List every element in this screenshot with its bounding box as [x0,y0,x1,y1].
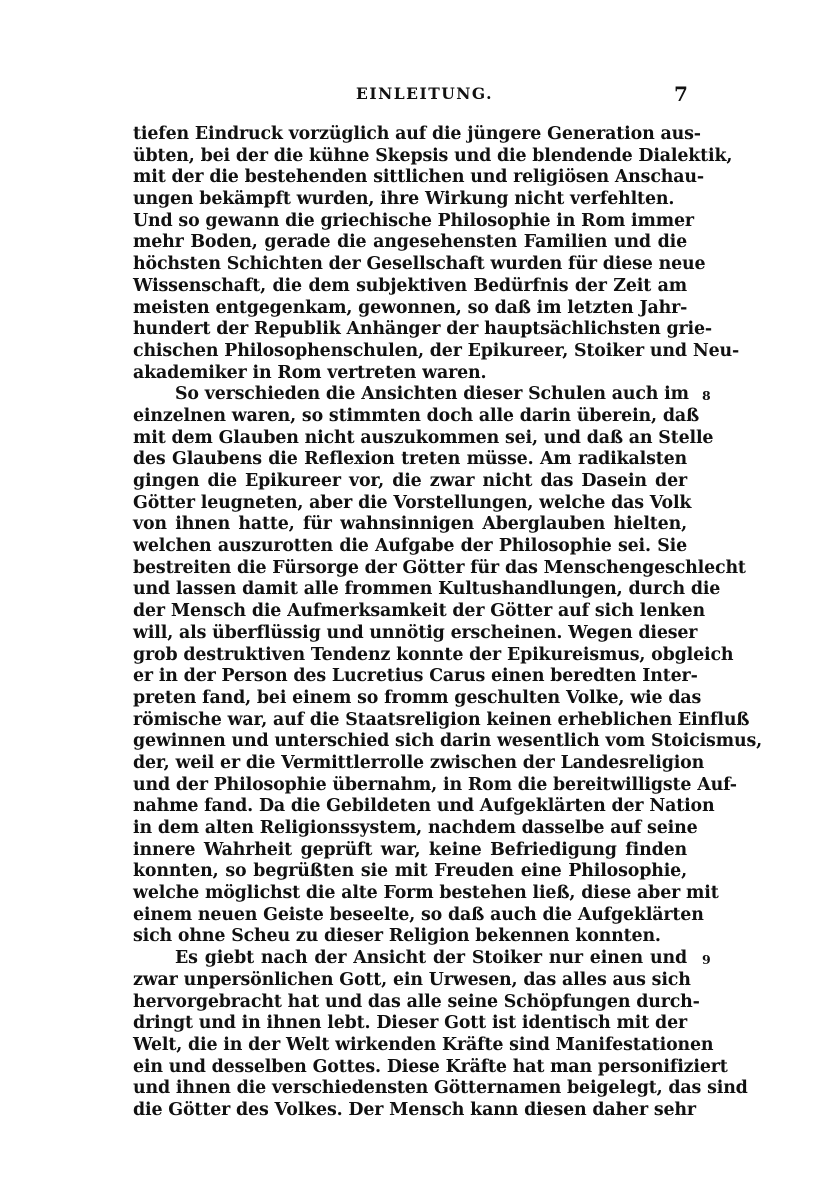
text-line [133,840,687,862]
line-text: gingen die Epikureer vor, die zwar nicht das Dasein der [133,471,687,491]
text-line [133,1056,728,1079]
line-text: mit der die bestehenden sittlichen und religiösen Anschau- [133,167,704,188]
line-text: Wissenschaft, die dem subjektiven Bedürfnis der Zeit am [133,275,687,296]
text-line [133,363,687,385]
text-line [133,579,721,601]
text-line [133,145,733,168]
text-line [133,189,687,211]
margin-section-number: 9 [702,952,711,968]
text-line [133,687,702,710]
text-line [133,1099,696,1122]
text-line [133,1078,748,1100]
line-text: chischen Philosophenschulen, der Epikureer, Stoiker und Neu- [133,340,740,361]
text-line [133,666,698,688]
line-text: einzelnen waren, so stimmten doch alle darin überein, daß [133,405,700,426]
line-text: gewinnen und unterschied sich darin wesentlich vom Stoicismus, [133,731,762,752]
line-text: römische war, auf die Staatsreligion keinen erheblichen Einfluß [133,709,750,730]
text-line [133,644,734,667]
line-text: übten, bei der die kühne Skepsis und die blendende Dialektik, [133,145,733,166]
line-text: Welt, die in der Welt wirkenden Kräfte sind Manifestationen [133,1034,714,1055]
line-text: nahme fand. Da die Gebildeten und Aufgeklärten der Nation [133,796,715,817]
text-line [133,731,762,753]
text-line [133,319,712,341]
text-line [133,926,687,948]
line-text: und der Philosophie übernahm, in Rom die bereitwilligste Auf- [133,774,737,795]
line-text: konnten, so begrüßten sie mit Freuden eine Philosophie, [133,861,687,882]
text-line [133,210,694,233]
line-text: Götter leugneten, aber die Vorstellungen, welche das Volk [133,492,692,513]
line-text: hundert der Republik Anhänger der hauptsächlichsten grie- [133,319,712,340]
text-line [133,904,704,927]
text-line [133,254,706,276]
line-text: dringt und in ihnen lebt. Dieser Gott ist identisch mit der [133,1013,687,1034]
text-line [133,536,687,558]
text-line [133,796,715,818]
line-text: hervorgebracht hat und das alle seine Schöpfungen durch- [133,991,700,1012]
text-line [133,883,719,905]
line-text: der Mensch die Aufmerksamkeit der Götter auf sich lenken [133,601,705,622]
text-line [133,405,700,428]
line-text: welche möglichst die alte Form bestehen ließ, diese aber mit [133,883,719,904]
line-text: tiefen Eindruck vorzüglich auf die jüngere Generation aus- [133,124,701,144]
text-line [133,991,700,1014]
line-text: und lassen damit alle frommen Kultushandlungen, durch die [133,579,721,600]
text-line [133,948,711,970]
text-line [133,861,687,883]
line-text: mehr Boden, gerade die angesehensten Familien und die [133,232,687,253]
line-text: die Götter des Volkes. Der Mensch kann diesen daher sehr [133,1099,696,1120]
line-text: Und so gewann die griechische Philosophie in Rom immer [133,210,694,231]
line-text: welchen auszurotten die Aufgabe der Philosophie sei. Sie [133,536,687,557]
line-text: von ihnen hatte, für wahnsinnigen Aberglauben hielten, [133,514,687,535]
line-text: grob destruktiven Tendenz konnte der Epikureismus, obgleich [133,644,734,665]
running-title: EINLEITUNG. [356,84,493,103]
text-line [133,774,737,797]
line-text: sich ohne Scheu zu dieser Religion bekennen konnten. [133,926,661,947]
text-line [133,449,687,471]
text-line [133,818,698,840]
line-text: innere Wahrheit geprüft war, keine Befriedigung finden [133,839,687,860]
line-text: will, als überflüssig und unnötig erscheinen. Wegen dieser [133,622,698,643]
line-text: bestreiten die Fürsorge der Götter für das Menschengeschlecht [133,557,746,578]
line-text: mit dem Glauben nicht auszukommen sei, und daß an Stelle [133,427,714,448]
margin-section-number: 8 [702,388,711,404]
line-text: und ihnen die verschiedensten Götternamen beigelegt, das sind [133,1078,748,1099]
text-line [133,124,701,146]
line-text: höchsten Schichten der Gesellschaft wurden für diese neue [133,254,706,275]
line-text: akademiker in Rom vertreten waren. [133,362,487,383]
line-text: in dem alten Religionssystem, nachdem dasselbe auf seine [133,818,698,838]
text-line [133,427,714,450]
text-line [133,709,750,732]
line-text: preten fand, bei einem so fromm geschulten Volke, wie das [133,687,702,708]
line-text: der, weil er die Vermittlerrolle zwischen der Landesreligion [133,752,705,773]
line-text: ein und desselben Gottes. Diese Kräfte hat man personifiziert [133,1056,728,1077]
line-text: So verschieden die Ansichten dieser Schulen auch im [175,384,689,405]
text-line [133,232,687,254]
text-line [133,298,687,320]
line-text: ungen bekämpft wurden, ihre Wirkung nicht verfehlten. [133,189,675,210]
page-number: 7 [674,82,688,106]
text-line [133,601,705,623]
text-line [133,1013,687,1035]
line-text: meisten entgegenkam, gewonnen, so daß im letzten Jahr- [133,297,688,318]
text-line [133,340,740,363]
text-line [133,167,704,189]
text-line [133,514,687,536]
line-text: Es giebt nach der Ansicht der Stoiker nur einen und [175,948,687,969]
text-line [133,557,746,580]
text-line [133,492,692,515]
text-line [133,622,698,645]
line-text: zwar unpersönlichen Gott, ein Urwesen, das alles aus sich [133,969,691,990]
line-text: er in der Person des Lucretius Carus einen beredten Inter- [133,666,698,687]
running-header [0,82,840,110]
text-line [133,752,705,775]
line-text: einem neuen Geiste beseelte, so daß auch die Aufgeklärten [133,904,704,925]
text-line [133,969,691,992]
body-text [133,124,762,1122]
text-line [133,276,687,298]
text-line [133,384,711,406]
text-line [133,471,687,493]
line-text: des Glaubens die Reflexion treten müsse. Am radikalsten [133,449,687,470]
text-line [133,1034,714,1057]
